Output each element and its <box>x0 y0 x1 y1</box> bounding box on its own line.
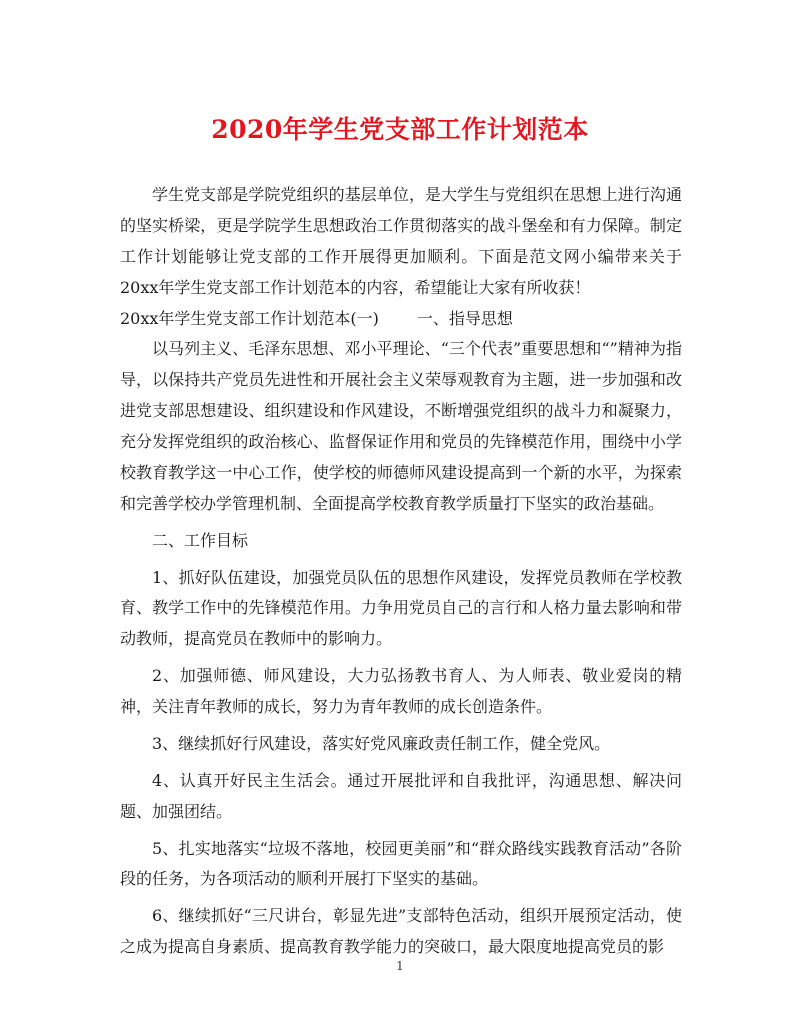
intro-paragraph: 学生党支部是学院党组织的基层单位，是大学生与党组织在思想上进行沟通的坚实桥梁，更是学院学生思想政治工作贯彻落实的战斗堡垒和有力保障。制定工作计划能够让党支部的工作开展得更加顺利。下面是范文网小编带来关于20xx年学生党支部工作计划范本的内容，希望能让大家有所收获！ <box>120 185 682 297</box>
goal-item-1: 1、抓好队伍建设，加强党员队伍的思想作风建设，发挥党员教师在学校教育、教学工作中的先锋模范作用。力争用党员自己的言行和人格力量去影响和带动教师，提高党员在教师中的影响力。 <box>120 567 682 649</box>
document-title: 2020年学生党支部工作计划范本 <box>211 115 589 144</box>
guiding-ideology-paragraph: 以马列主义、毛泽东思想、邓小平理论、“三个代表”重要思想和“”精神为指导，以保持共产党员先进性和开展社会主义荣辱观教育为主题，进一步加强和改进党支部思想建设、组织建设和作风建设，不断增强党组织的战斗力和凝聚力，充分发挥党组织的政治核心、监督保证作用和党员的先锋模范作用，围绕中小学校教育教学这一中心工作，使学校的师德师风建设提高到一个新的水平，为探索和完善学校办学管理机制、全面提高学校教育教学质量打下坚实的政治基础。 <box>120 339 682 513</box>
heading-work-goals: 二、工作目标 <box>152 530 249 550</box>
document-body <box>120 180 682 963</box>
goal-item-3: 3、继续抓好行风建设，落实好党风廉政责任制工作，健全党风。 <box>152 733 611 753</box>
goal-item-6: 6、继续抓好“三尺讲台，彰显先进”支部特色活动，组织开展预定活动，使之成为提高自身素质、提高教育教学能力的突破口，最大限度地提高党员的影 <box>120 906 682 957</box>
goal-item-2: 2、加强师德、师风建设，大力弘扬教书育人、为人师表、敬业爱岗的精神，关注青年教师的成长，努力为青年教师的成长创造条件。 <box>120 666 682 716</box>
goal-item-5: 5、扎实地落实“垃圾不落地，校园更美丽”和“群众路线实践教育活动”各阶段的任务，为各项活动的顺利开展打下坚实的基础。 <box>120 838 682 889</box>
heading-guiding-ideology: 一、指导思想 <box>416 308 513 328</box>
section-title: 20xx年学生党支部工作计划范本(一) <box>120 308 379 328</box>
goal-item-4: 4、认真开好民主生活会。通过开展批评和自我批评，沟通思想、解决问题、加强团结。 <box>120 770 682 821</box>
section-heading-line <box>120 304 682 335</box>
page-number: 1 <box>396 959 404 973</box>
